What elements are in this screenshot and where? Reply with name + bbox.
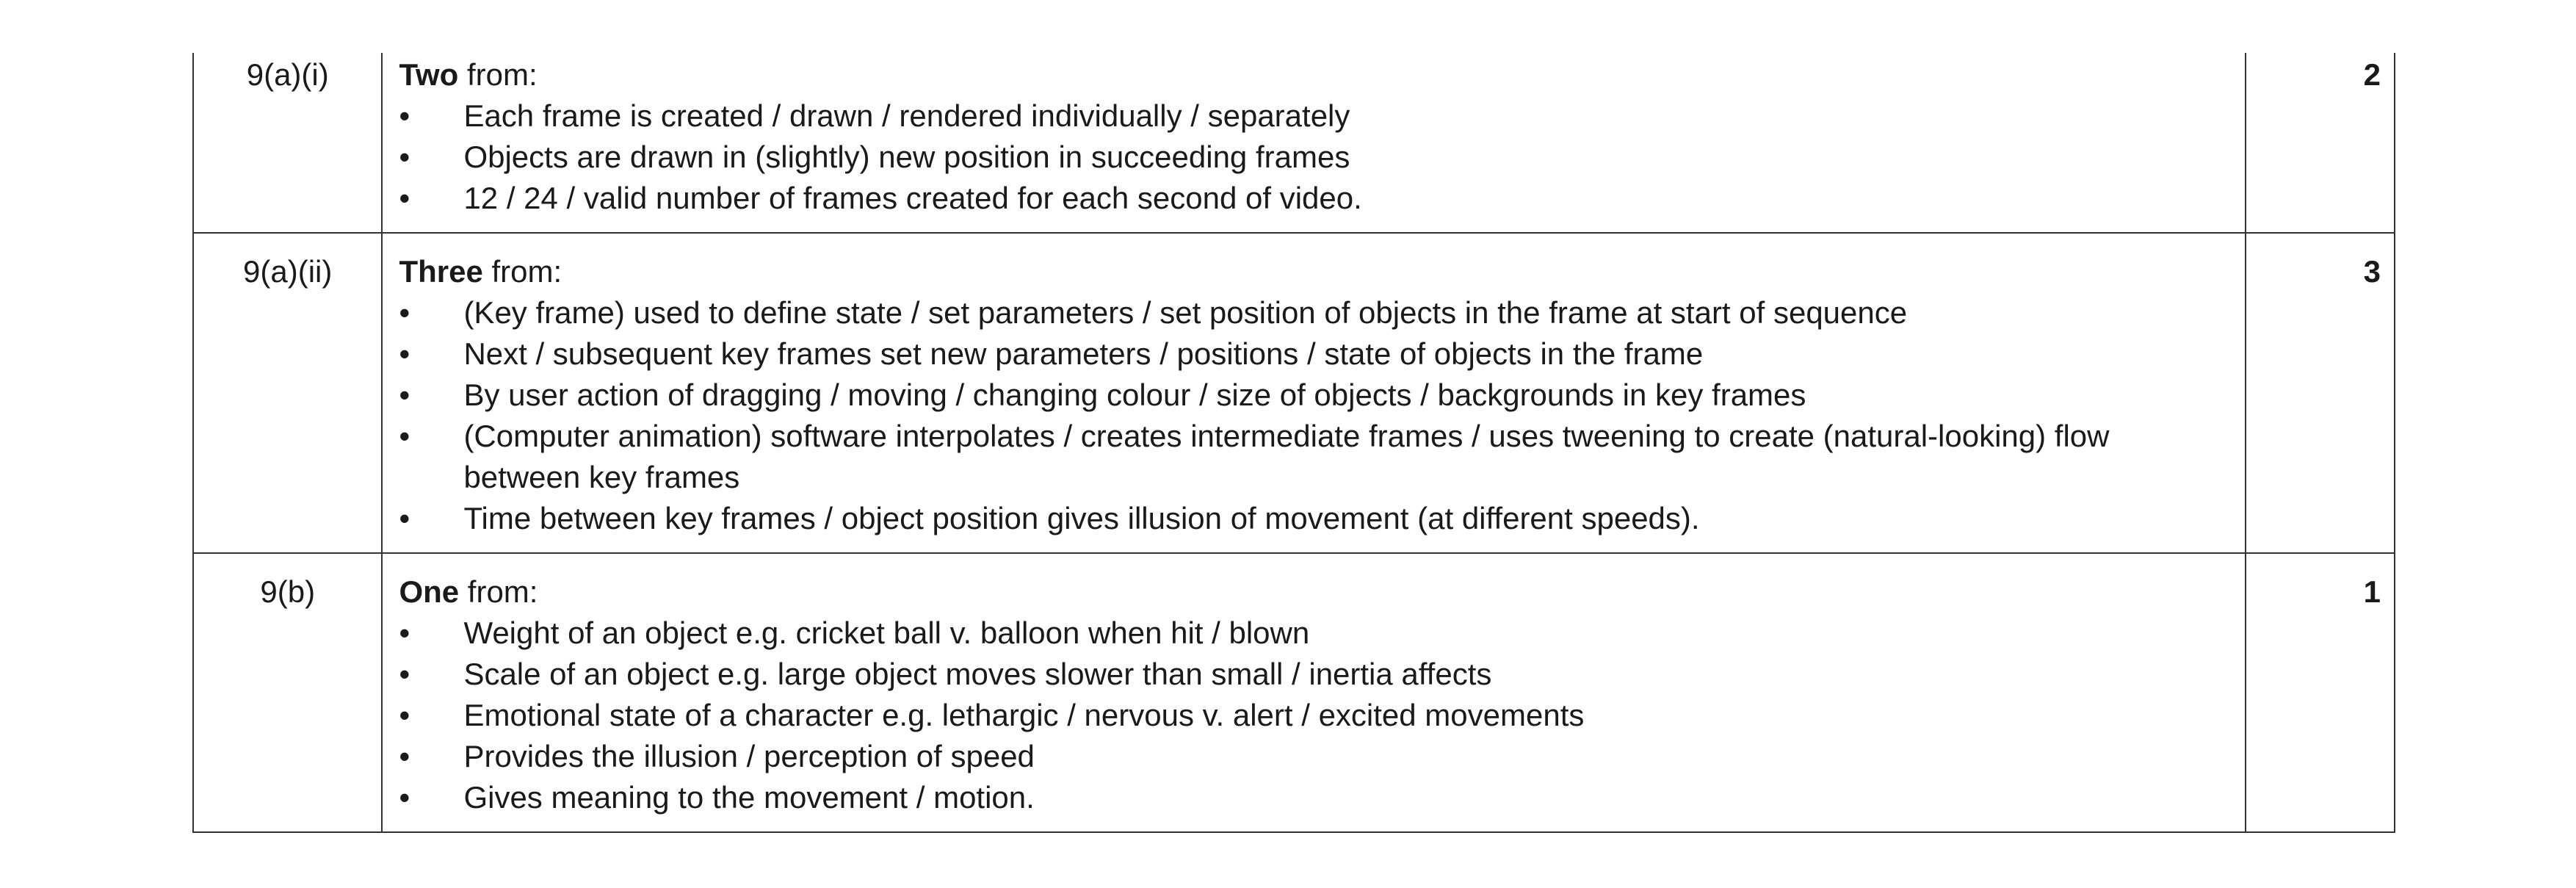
answer-bullet-list bbox=[399, 95, 2229, 219]
question-number: 9(b) bbox=[193, 553, 382, 832]
list-item bbox=[399, 695, 2229, 736]
list-item bbox=[399, 333, 2229, 375]
marks-value: 3 bbox=[2246, 233, 2395, 553]
list-item-text: Time between key frames / object position gives illusion of movement (at different speeds). bbox=[463, 501, 1700, 535]
list-item-text: Each frame is created / drawn / rendered individually / separately bbox=[463, 98, 1350, 133]
mark-scheme-table bbox=[192, 53, 2395, 833]
bullet-icon: • bbox=[399, 336, 410, 371]
answer-bullet-list bbox=[399, 292, 2229, 539]
bullet-icon: • bbox=[399, 616, 410, 650]
list-item-text: (Computer animation) software interpolates / creates intermediate frames / uses tweening to create (natural-looking) flow between key frames bbox=[463, 419, 2110, 494]
list-item-text: Provides the illusion / perception of speed bbox=[463, 739, 1035, 773]
table-row bbox=[193, 53, 2395, 233]
bullet-icon: • bbox=[399, 657, 410, 691]
answer-intro bbox=[399, 54, 2229, 95]
answer-intro-text: from: bbox=[459, 574, 538, 609]
list-item bbox=[399, 137, 2229, 178]
answer-intro bbox=[399, 251, 2229, 292]
bullet-icon: • bbox=[399, 501, 410, 535]
list-item bbox=[399, 654, 2229, 695]
list-item-text: (Key frame) used to define state / set parameters / set position of objects in the frame at start of sequence bbox=[463, 295, 1908, 330]
bullet-icon: • bbox=[399, 780, 410, 815]
answer-intro-text: from: bbox=[458, 57, 538, 92]
bullet-icon: • bbox=[399, 419, 410, 453]
bullet-icon: • bbox=[399, 98, 410, 133]
answer-intro-text: from: bbox=[482, 254, 562, 289]
bullet-icon: • bbox=[399, 378, 410, 412]
bullet-icon: • bbox=[399, 698, 410, 732]
list-item bbox=[399, 375, 2229, 416]
answer-bullet-list bbox=[399, 613, 2229, 818]
marks-value: 1 bbox=[2246, 553, 2395, 832]
list-item-text: Objects are drawn in (slightly) new position in succeeding frames bbox=[463, 140, 1350, 174]
list-item bbox=[399, 736, 2229, 777]
bullet-icon: • bbox=[399, 295, 410, 330]
list-item-text: Weight of an object e.g. cricket ball v. balloon when hit / blown bbox=[463, 616, 1310, 650]
bullet-icon: • bbox=[399, 181, 410, 215]
list-item bbox=[399, 95, 2229, 137]
answer-count: Three bbox=[399, 254, 483, 289]
answer-cell bbox=[382, 553, 2245, 832]
answer-count: One bbox=[399, 574, 460, 609]
question-number: 9(a)(i) bbox=[193, 53, 382, 233]
answer-cell bbox=[382, 233, 2245, 553]
table-row bbox=[193, 553, 2395, 832]
table-row bbox=[193, 233, 2395, 553]
question-number: 9(a)(ii) bbox=[193, 233, 382, 553]
answer-count: Two bbox=[399, 57, 459, 92]
list-item-text: Scale of an object e.g. large object moves slower than small / inertia affects bbox=[463, 657, 1492, 691]
list-item bbox=[399, 292, 2229, 333]
list-item-text: Emotional state of a character e.g. lethargic / nervous v. alert / excited movements bbox=[463, 698, 1585, 732]
list-item-text: 12 / 24 / valid number of frames created for each second of video. bbox=[463, 181, 1362, 215]
list-item bbox=[399, 178, 2229, 219]
list-item-text: Gives meaning to the movement / motion. bbox=[463, 780, 1035, 815]
list-item bbox=[399, 498, 2229, 539]
bullet-icon: • bbox=[399, 140, 410, 174]
bullet-icon: • bbox=[399, 739, 410, 773]
answer-cell bbox=[382, 53, 2245, 233]
marks-value: 2 bbox=[2246, 53, 2395, 233]
list-item-text: Next / subsequent key frames set new parameters / positions / state of objects in the frame bbox=[463, 336, 1704, 371]
list-item bbox=[399, 416, 2229, 498]
answer-intro bbox=[399, 571, 2229, 613]
list-item bbox=[399, 613, 2229, 654]
list-item bbox=[399, 777, 2229, 818]
list-item-text: By user action of dragging / moving / changing colour / size of objects / backgrounds in key frames bbox=[463, 378, 1806, 412]
